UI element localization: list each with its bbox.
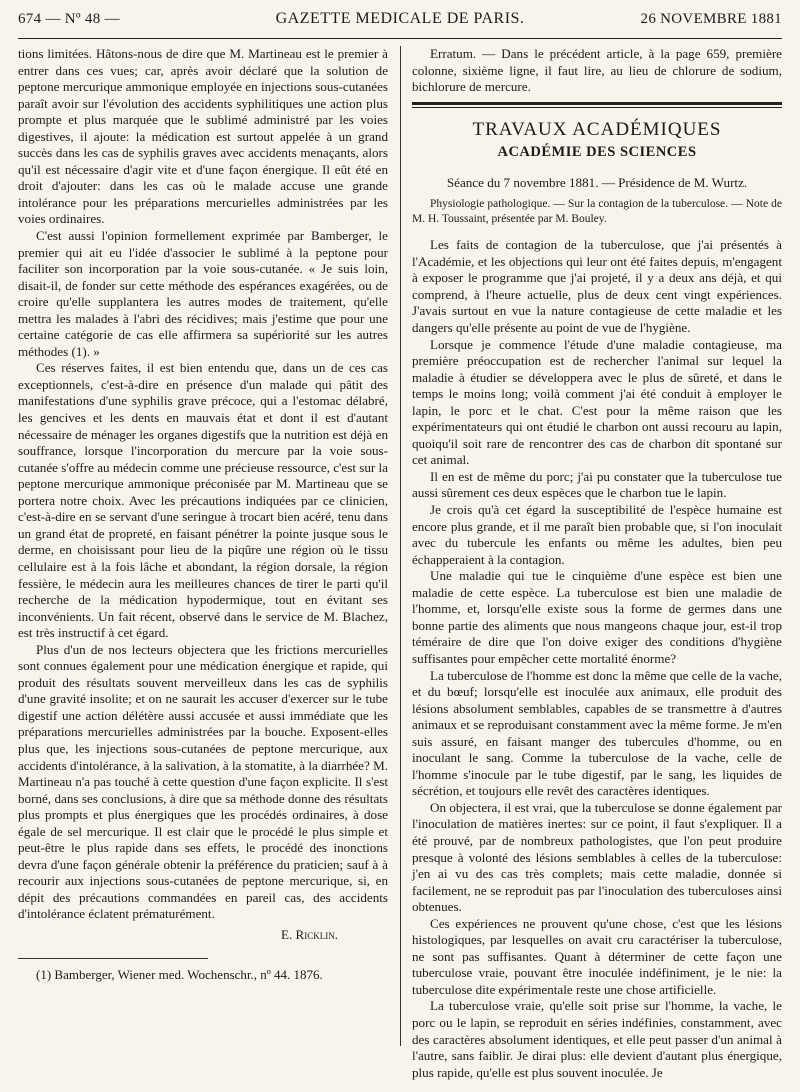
section-rule-thin: [412, 107, 782, 108]
section-title: TRAVAUX ACADÉMIQUES: [472, 118, 722, 140]
paragraph: Ces réserves faites, il est bien entendu que, dans un de ces cas exceptionnels, c'est-à-dire en présence d'un malade qui pâtit des manifestations d'une syphilis grave précoce, qui a l'estomac délabré, les gencives et les dents en mauvais état et dont il est d'autant nécessaire de ménager les organes digestifs que la nutrition est déjà en souffrance, lorsque l'incorporation du mercure par la voie sous-cutanée s'offre au médecin comme une précieuse ressource, c'est sur la peptone mercurique ammonique préconisée par M. Martineau que se portera notre choix. Avec les précautions indiquées par ce clinicien, c'est-à-dire en se servant d'une seringue à trocart bien acéré, tenu dans un grand état de propreté, en faisant pénétrer la pointe jusque sous le derme, en choisissant pour lieu de la piqûre une région où le tissu cellulaire est à la fois lâche et abondant, la région dorsale, la région fessière, le médecin aura les meilleures chances de tirer le parti qu'il recherche de la médication hypodermique, tout en évitant ses inconvénients. Un fait récent, observé dans le service de M. Blachez, est très instructif à cet égard.: [18, 360, 388, 641]
paragraph: C'est aussi l'opinion formellement exprimée par Bamberger, le premier qui ait eu l'idée d'associer le sublimé à la peptone pour faciliter son incorporation par la voie sous-cutanée. « Je suis loin, disait-il, de fonder sur cette méthode des espérances exagérées, ou de croire qu'elle supplantera les autres modes de traitement, qu'elle mettra les malades à l'abri des récidives; mais j'estime que pour une certaine catégorie de cas elle affirmera sa supériorité sur les autres méthodes (1). »: [18, 228, 388, 359]
left-column: [18, 46, 388, 983]
issue-date: 26 NOVEMBRE 1881: [640, 11, 782, 27]
erratum: Erratum. — Dans le précédent article, à la page 659, première colonne, sixième ligne, il faut lire, au lieu de chlorure de sodium, bichlorure de mercure.: [412, 46, 782, 95]
paragraph: Ces expériences ne prouvent qu'une chose, c'est que les lésions histologiques, par lesquelles on avait cru caractériser la tuberculose, ne sont pas suffisantes. Quant à déterminer de cette façon une tuberculose vraie, pouvant être inoculée indéfiniment, je le nie: la tuberculose dite expérimentale reste une chose artificielle.: [412, 915, 782, 997]
paragraph: Les faits de contagion de la tuberculose, que j'ai présentés à l'Académie, et les objections qui leur ont été faites depuis, m'engagent à exposer le programme que j'ai projeté, il y a deux ans déjà, et qui comprend, à l'heure actuelle, plus de deux cent vingt expériences. J'avais surtout en vue la nature contagieuse de cette maladie et les dangers qu'elle présente au point de vue de l'hygiène.: [412, 237, 782, 336]
right-column: [412, 46, 782, 1081]
paragraph: Je crois qu'à cet égard la susceptibilité de l'espèce humaine est encore plus grande, et il me paraît bien probable que, si l'on inoculait avec du tubercule les enfants ou même les adultes, bien peu échapperaient à la contagion.: [412, 502, 782, 567]
column-divider: [400, 46, 401, 1046]
publication-title: GAZETTE MEDICALE DE PARIS.: [275, 10, 525, 27]
note-heading: Physiologie pathologique. — Sur la contagion de la tuberculose. — Note de M. H. Toussaint, présentée par M. Bouley.: [412, 198, 782, 226]
page-number: 674 — Nº 48 —: [18, 11, 120, 27]
paragraph: On objectera, il est vrai, que la tuberculose se donne également par l'inoculation de matières inertes: sur ce point, il faut s'expliquer. Il a été prouvé, par de nombreux pathologistes, que l'on peut produire presque à volonté des lésions semblables à celles de la tuberculose: j'en ai vu des cas très complets; mais cette maladie, donnée si facilement, ne se reproduit pas par l'inoculation des tuberculoses ainsi obtenues.: [412, 799, 782, 915]
paragraph: tions limitées. Hâtons-nous de dire que M. Martineau est le premier à entrer dans ces vues; car, après avoir déclaré que la solution de peptone mercurique ammonique employée en injections sous-cutanées paraît avoir sur l'évolution des accidents syphilitiques une action plus prompte et plus marquée que le sublimé administré par les voies digestives, il ajoute: la médication est surtout appelée à un grand succès dans les cas de syphilis graves avec accidents menaçants, alors qu'il est nécessaire d'agir vite et d'une façon énergique. Il eût été en droit d'ajouter: dans les cas où le malade accuse une grande intolérance pour les préparations mercurielles administrées par les voies ordinaires.: [18, 46, 388, 227]
paragraph: Une maladie qui tue le cinquième d'une espèce est bien une maladie de cette espèce. La tuberculose est bien une maladie de l'homme, et, lorsqu'elle existe sous la forme de germes dans une bonne partie des aliments que nous mangeons chaque jour, est-il trop téméraire de dire que l'on doive exiger des conditions d'hygiène suffisantes pour empêcher cette mortalité énorme?: [412, 568, 782, 666]
footnote-rule: [18, 958, 208, 959]
paragraph: Il en est de même du porc; j'ai pu constater que la tuberculose tue aussi sûrement ces deux espèces que le charbon tue le lapin.: [412, 468, 782, 501]
author-signature: E. Ricklin.: [280, 926, 338, 942]
paragraph: La tuberculose de l'homme est donc la même que celle de la vache, et du bœuf; lorsqu'elle est inoculée aux animaux, elle produit des lésions absolument semblables, capables de se transmettre à d'autres animaux et se reproduisant constamment avec la même forme. Je m'en suis assuré, en faisant manger des tubercules d'homme, ou en inoculant le sang. Comme la tuberculose de la vache, celle de l'homme s'inocule par le tube digestif, par le sang, les liquides de sécrétion, et toujours elle revêt des caractères identiques.: [412, 667, 782, 799]
paragraph: La tuberculose vraie, qu'elle soit prise sur l'homme, la vache, le porc ou le lapin, se reproduit en séries indéfinies, constamment, avec des caractères absolument identiques, et elle peut passer d'un animal à l'autre, sans faiblir. Je dirai plus: elle devient d'autant plus énergique, plus rapide, qu'elle est plus souvent inoculée. Je: [412, 998, 782, 1080]
header-rule: [18, 38, 782, 39]
paragraph: Plus d'un de nos lecteurs objectera que les frictions mercurielles sont connues également pour une médication énergique et rapide, qui produit des résultats souvent merveilleux dans les cas de syphilis d'une gravité insolite; et on ne saurait les accuser d'exercer sur le tube digestif une action délétère aussi accusée et aussi immédiate que les préparations mercurielles administrées par la bouche. Exposent-elles plus que, les injections sous-cutanées de peptone mercurique, aux accidents d'intolérance, à la salivation, à la stomatite, à la diarrhée? M. Martineau n'a pas touché à cette question d'une façon explicite. Il s'est borné, dans ses conclusions, à dire que sa méthode donne des résultats plus prompts et plus énergiques que les procédés ordinaires, à dose égale de sel mercurique. Il est clair que le procédé le plus simple et peut-être le plus rapide dans ses effets, le procédé des inonctions devra d'une façon générale obtenir la préférence du praticien; sauf à à recourir aux injections sous-cutanées de peptone mercurique, si, en dépit des précautions commandées en pareil cas, des accidents d'intolérance éclatent prématurément.: [18, 641, 388, 922]
section-subtitle: ACADÉMIE DES SCIENCES: [497, 144, 697, 161]
session-line: Séance du 7 novembre 1881. — Présidence de M. Wurtz.: [446, 174, 748, 190]
footnote: (1) Bamberger, Wiener med. Wochenschr., nº 44. 1876.: [36, 966, 323, 982]
section-rule-thick: [412, 102, 782, 105]
paragraph: Lorsque je commence l'étude d'une maladie contagieuse, ma première préoccupation est de rechercher l'animal sur lequel la maladie à étudier se développera avec le plus de sûreté, et dans le temps le moins long; voilà comment j'ai été conduit à employer le lapin, le porc et le chat. C'est pour la même raison que les expérimentateurs qui ont étudié le charbon ont aussi recouru au lapin, quoiqu'il soit rare de rencontrer des cas de charbon dit spontané sur cet animal.: [412, 336, 782, 468]
page-header: [18, 10, 782, 36]
